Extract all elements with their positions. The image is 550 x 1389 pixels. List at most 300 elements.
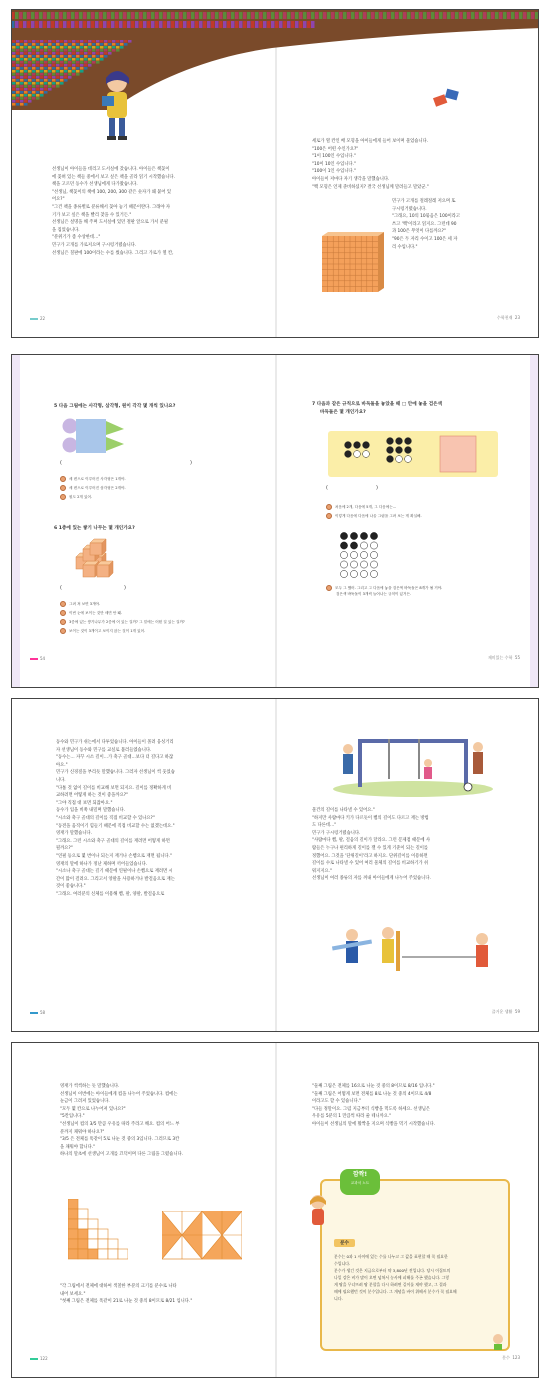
book-spine: [403, 12, 407, 19]
book-spine: [535, 12, 539, 19]
book-spine: [28, 70, 32, 73]
book-spine: [20, 97, 24, 100]
book-spine: [75, 21, 79, 28]
folio-left: 58: [30, 1010, 45, 1015]
book-spine: [80, 40, 84, 43]
book-spine: [64, 73, 68, 76]
book-spine: [431, 12, 435, 19]
text-line: 동수와 민구가 쉬는에서 다투었습니다. 아이들이 몰려 웅성거리: [56, 740, 174, 745]
stone: [370, 570, 377, 577]
stone: [345, 442, 352, 449]
book-spine: [271, 12, 275, 19]
book-spine: [279, 21, 283, 28]
book-spine: [80, 52, 84, 55]
book-spine: [12, 85, 16, 88]
book-spine: [243, 12, 247, 19]
book-spine: [60, 76, 64, 79]
text-line: 영재가 말했습니다.: [56, 831, 92, 837]
book-spine: [72, 40, 76, 43]
hint-row: [60, 609, 185, 618]
fraction-cell: [118, 1249, 128, 1259]
book-spine: [28, 91, 32, 94]
flying-books-icon: [432, 88, 462, 110]
book-spine: [471, 12, 475, 19]
child-face-icon: [326, 585, 332, 591]
book-spine: [76, 46, 80, 49]
book-spine: [43, 12, 47, 19]
text-line: "다들 정말이요. 그럼 지금부터 식빵을 먹도록 하세요. 선생님은: [312, 1106, 431, 1112]
book-spine: [355, 12, 359, 19]
text-line: 분까지 채워야 하나요?": [60, 1129, 105, 1135]
book-spine: [267, 12, 271, 19]
book-spine: [211, 12, 215, 19]
book-spine: [32, 73, 36, 76]
text-line: "10이 10인 수입니다.": [312, 161, 356, 167]
text-line: 동수가 입을 비쭉 내밀며 말했습니다.: [56, 808, 126, 814]
book-spine: [16, 49, 20, 52]
text-line: 이라고도 할 수 있습니다.": [312, 1099, 361, 1105]
book-spine: [211, 21, 215, 28]
book-spine: [319, 12, 323, 19]
book-spine: [80, 61, 84, 64]
book-spine: [48, 67, 52, 70]
book-spine: [203, 21, 207, 28]
book-spine: [52, 79, 56, 82]
book-spine: [92, 52, 96, 55]
spread-4: [11, 1042, 539, 1378]
stone: [350, 561, 357, 568]
book-spine: [16, 67, 20, 70]
fraction-cell: [78, 1239, 88, 1249]
book-spine: [275, 12, 279, 19]
book-spine: [100, 55, 104, 58]
book-spine: [16, 52, 20, 55]
book-spine: [96, 46, 100, 49]
text-line: "모두 몇 칸으로 나누어져 있나요?": [60, 1106, 126, 1112]
book-spine: [44, 49, 48, 52]
stone: [405, 438, 412, 445]
text-line: 내어 보세요.": [60, 1291, 86, 1297]
book-spine: [120, 43, 124, 46]
book-spine: [52, 43, 56, 46]
book-spine: [92, 46, 96, 49]
book-spine: [279, 12, 283, 19]
child-face-icon: [326, 504, 332, 510]
book-spine: [51, 21, 55, 28]
folio-right: 분수 123: [502, 1355, 520, 1360]
book-spine: [28, 82, 32, 85]
book-spine: [24, 67, 28, 70]
stone: [340, 561, 347, 568]
book-spine: [60, 82, 64, 85]
book-spine: [28, 64, 32, 67]
book-spine: [515, 12, 519, 19]
stone: [363, 442, 370, 449]
book-spine: [99, 21, 103, 28]
badge-subtitle: 교과서 노트: [350, 1181, 370, 1185]
text-line: 영재의 말에 하나가 정난 제하며 끼어들었습니다.: [56, 861, 148, 867]
book-spine: [80, 58, 84, 61]
book-spine: [56, 70, 60, 73]
book-spine: [52, 67, 56, 70]
body-text-right: [312, 1083, 435, 1129]
book-spine: [112, 40, 116, 43]
spread-3: [11, 698, 539, 1032]
book-spine: [75, 12, 79, 19]
stone: [370, 542, 377, 549]
book-spine: [391, 12, 395, 19]
book-spine: [92, 49, 96, 52]
book-spine: [56, 85, 60, 88]
stone: [396, 456, 403, 463]
book-spine: [207, 21, 211, 28]
book-spine: [72, 46, 76, 49]
book-spine: [47, 21, 51, 28]
book-spine: [12, 67, 16, 70]
book-spine: [28, 76, 32, 79]
book-spine: [88, 61, 92, 64]
book-spine: [40, 61, 44, 64]
book-spine: [83, 21, 87, 28]
book-spine: [12, 79, 16, 82]
book-spine: [84, 55, 88, 58]
folio-right: 즐거운 생활 59: [491, 1009, 520, 1014]
book-spine: [16, 46, 20, 49]
stone: [370, 561, 377, 568]
book-spine: [64, 70, 68, 73]
page-gutter: [275, 1043, 277, 1377]
book-spine: [12, 61, 16, 64]
book-spine: [87, 21, 91, 28]
book-spine: [52, 85, 56, 88]
book-spine: [40, 91, 44, 94]
book-spine: [112, 49, 116, 52]
text-line: "첫째 그림은 전체를 똑같이 21로 나눈 것 중의 8이므로 8/21 입니다.": [60, 1299, 193, 1305]
text-line: "각 그림에서 전체에 대하여 색칠한 부분의 크기를 분수로 나타: [60, 1284, 177, 1289]
child-face-icon: [60, 494, 66, 500]
book-spine: [24, 73, 28, 76]
hint-text: 3층에 있는 쌓기나무가 2층에 어 있는 걸까? 그 밑에는 어떤 걸 있는 걸까?: [69, 620, 185, 624]
hint-text: 이번 눈에 보이는 것만 세면 안 돼.: [69, 611, 123, 615]
book-spine: [124, 43, 128, 46]
q7-note: 모두 그 했어. 그리고 그 다음에 놓을 검은색 바둑돌은 8개가 될 거야. 검은색 바둑돌이 3개씩 늘어나는 규칙이 있거든.: [326, 585, 442, 597]
hint-text: 보이는 것이 3개이고 보이지 않는 것이 1개 있어.: [69, 629, 146, 633]
book-spine: [44, 91, 48, 94]
book-spine: [48, 70, 52, 73]
fraction-cell: [68, 1249, 78, 1259]
book-spine: [259, 12, 263, 19]
text-line: 정했어요. 그것을 '단위길이'라고 하지요. 단위길이를 이용하면: [312, 853, 428, 859]
hint-text: 그려 져 보면 3개야.: [69, 602, 101, 606]
book-spine: [48, 61, 52, 64]
note-heading: 분수: [334, 1239, 355, 1247]
folio-right: 재미있는 수학 55: [487, 655, 520, 660]
book-spine: [243, 21, 247, 28]
book-spine: [96, 49, 100, 52]
book-spine: [12, 82, 16, 85]
text-line: "선생님이 컵의 3/5 만큼 우유를 따라 주라고 해요. 컵의 어느 부: [60, 1121, 180, 1127]
book-spine: [179, 12, 183, 19]
book-spine: [519, 12, 523, 19]
book-spine: [99, 12, 103, 19]
text-line: 선생님이 이번에는 아이들에게 컵을 나누어 주었습니다. 컵에는: [60, 1091, 178, 1097]
book-spine: [32, 94, 36, 97]
spread-1: [11, 9, 539, 338]
playground-illustration: [328, 729, 498, 799]
book-spine: [447, 12, 451, 19]
book-spine: [104, 49, 108, 52]
book-spine: [80, 70, 84, 73]
book-spine: [100, 40, 104, 43]
book-spine: [36, 76, 40, 79]
book-spine: [375, 12, 379, 19]
book-spine: [68, 67, 72, 70]
book-spine: [215, 21, 219, 28]
stone: [345, 451, 352, 458]
text-line: "시소와 축구 골대의 길이를 직접 비교할 수 있나요?": [56, 815, 155, 821]
book-spine: [227, 21, 231, 28]
side-band-left: [12, 355, 20, 687]
hint-row: [326, 512, 422, 521]
stone: [360, 542, 367, 549]
text-line: "시소나 축구 골대는 길기 때문에 연필이나 손뼘으로 재려면 시: [56, 869, 173, 875]
book-spine: [84, 64, 88, 67]
text-line: "둘째 그림은 전체를 16으로 나눈 것 중의 8이므로 8/16 입니다.": [312, 1084, 435, 1089]
book-spine: [15, 21, 19, 28]
book-spine: [36, 61, 40, 64]
text-line: "하지만 사람마다 키가 다르듯이 뼘의 길이도 다르고 재는 방법: [312, 815, 429, 821]
book-spine: [76, 64, 80, 67]
book-spine: [24, 97, 28, 100]
book-spine: [107, 12, 111, 19]
book-spine: [92, 58, 96, 61]
book-spine: [108, 49, 112, 52]
book-spine: [36, 70, 40, 73]
book-spine: [80, 67, 84, 70]
book-spine: [303, 12, 307, 19]
folio-left: 54: [30, 656, 45, 661]
book-spine: [459, 12, 463, 19]
book-spine: [68, 43, 72, 46]
child-face-icon: [326, 513, 332, 519]
book-spine: [12, 55, 16, 58]
book-spine: [507, 12, 511, 19]
book-spine: [36, 82, 40, 85]
book-spine: [123, 21, 127, 28]
book-spine: [32, 52, 36, 55]
book-spine: [64, 52, 68, 55]
text-line: 아이들이 저마다 자기 생각을 말했습니다.: [312, 176, 390, 182]
book-spine: [88, 58, 92, 61]
book-spine: [239, 12, 243, 19]
book-spine: [28, 67, 32, 70]
fraction-cell: [68, 1199, 78, 1209]
book-spine: [175, 21, 179, 28]
book-spine: [27, 12, 31, 19]
book-spine: [36, 64, 40, 67]
book-spine: [259, 21, 263, 28]
text-line: "동수는… 자꾸 시소 길이…가 축구 골대…보다 더 길다고 하잖: [56, 755, 174, 761]
fraction-cell: [88, 1229, 98, 1239]
book-spine: [44, 88, 48, 91]
book-spine: [359, 12, 363, 19]
book-spine: [315, 12, 319, 19]
hint-row: [60, 600, 185, 609]
book-spine: [32, 49, 36, 52]
stone: [354, 442, 361, 449]
book-spine: [96, 40, 100, 43]
book-spine: [159, 21, 163, 28]
book-spine: [32, 43, 36, 46]
book-spine: [52, 55, 56, 58]
book-spine: [44, 79, 48, 82]
book-spine: [16, 100, 20, 103]
fraction-cell: [78, 1249, 88, 1259]
book-spine: [171, 21, 175, 28]
q6-hints: [60, 600, 185, 636]
book-spine: [311, 21, 315, 28]
book-spine: [96, 52, 100, 55]
book-spine: [399, 12, 403, 19]
book-spine: [84, 40, 88, 43]
body-text-left: [56, 739, 175, 898]
book-spine: [96, 55, 100, 58]
book-spine: [48, 79, 52, 82]
book-spine: [271, 21, 275, 28]
book-spine: [16, 58, 20, 61]
book-spine: [47, 12, 51, 19]
text-line: 리 수입니다.": [392, 244, 418, 250]
book-spine: [44, 67, 48, 70]
book-spine: [407, 12, 411, 19]
book-spine: [499, 12, 503, 19]
hint-row: [60, 627, 185, 636]
book-spine: [16, 70, 20, 73]
book-spine: [287, 12, 291, 19]
book-spine: [147, 21, 151, 28]
child-face-icon: [60, 485, 66, 491]
book-spine: [60, 73, 64, 76]
book-spine: [12, 40, 16, 43]
book-spine: [64, 79, 68, 82]
fraction-cell: [88, 1219, 98, 1229]
book-spine: [104, 43, 108, 46]
stone: [370, 551, 377, 558]
book-spine: [20, 43, 24, 46]
book-spine: [52, 40, 56, 43]
book-spine: [12, 76, 16, 79]
book-spine: [36, 67, 40, 70]
text-line: 민구가 구시렁거렸습니다.: [312, 830, 361, 836]
book-spine: [60, 49, 64, 52]
book-spine: [108, 46, 112, 49]
book-spine: [28, 55, 32, 58]
book-spine: [52, 70, 56, 73]
book-spine: [12, 12, 15, 19]
book-spine: [20, 82, 24, 85]
book-spine: [91, 12, 95, 19]
book-spine: [68, 76, 72, 79]
book-spine: [231, 21, 235, 28]
book-spine: [44, 70, 48, 73]
book-spine: [35, 12, 39, 19]
child-face-icon: [60, 610, 66, 616]
text-line: 선생님이 여러 종류의 자를 꺼내 아이들에게 나누어 주었습니다.: [312, 876, 431, 882]
book-spine: [112, 43, 116, 46]
folio-left: 22: [30, 316, 45, 321]
book-spine: [64, 64, 68, 67]
folio-left: 122: [30, 1356, 48, 1361]
book-spine: [60, 79, 64, 82]
book-spine: [72, 55, 76, 58]
book-spine: [283, 12, 287, 19]
book-spine: [56, 58, 60, 61]
book-spine: [219, 12, 223, 19]
book-spine: [523, 12, 527, 19]
book-spine: [31, 21, 35, 28]
child-face-icon: [60, 619, 66, 625]
book-spine: [87, 12, 91, 19]
book-spine: [56, 49, 60, 52]
book-spine: [104, 55, 108, 58]
book-spine: [59, 12, 63, 19]
book-spine: [435, 12, 439, 19]
book-spine: [56, 64, 60, 67]
book-spine: [263, 21, 267, 28]
stone: [340, 570, 347, 577]
book-spine: [20, 76, 24, 79]
q6-cube-stack-figure: [62, 537, 122, 581]
text-line: 을 집었습니다.: [52, 227, 80, 233]
book-spine: [24, 61, 28, 64]
text-line: 교하려면 어떻게 하는 것이 좋을까요?": [56, 793, 128, 799]
book-spine: [36, 58, 40, 61]
text-line: 선생님은 설명을 해 주며 도서실에 있던 철판 앞으로 가서 분필: [52, 220, 169, 226]
book-spine: [80, 43, 84, 46]
book-spine: [108, 52, 112, 55]
book-spine: [223, 12, 227, 19]
text-line: 선생님이 아이들을 데리고 도서실에 갔습니다. 아이들은 책꽂이: [52, 167, 170, 172]
book-spine: [371, 12, 375, 19]
text-line: 것이 좋습니다.": [56, 884, 86, 890]
book-spine: [119, 21, 123, 28]
text-line: 될까요?": [56, 846, 73, 852]
stone: [387, 438, 394, 445]
book-spine: [383, 12, 387, 19]
book-spine: [80, 64, 84, 67]
book-spine: [311, 12, 315, 19]
book-spine: [40, 73, 44, 76]
book-spine: [76, 52, 80, 55]
book-spine: [527, 12, 531, 19]
book-spine: [16, 94, 20, 97]
text-line: "연필 등으로 몇 번이나 되는지 재거나 손뼘으로 재면 됩니다.": [56, 853, 172, 859]
book-spine: [44, 46, 48, 49]
book-spine: [20, 73, 24, 76]
stone: [363, 451, 370, 458]
book-spine: [56, 40, 60, 43]
book-spine: [215, 12, 219, 19]
book-spine: [20, 79, 24, 82]
book-spine: [84, 61, 88, 64]
book-spine: [16, 88, 20, 91]
book-spine: [423, 12, 427, 19]
book-spine: [48, 58, 52, 61]
book-spine: [16, 85, 20, 88]
book-spine: [255, 12, 259, 19]
book-spine: [32, 76, 36, 79]
book-spine: [151, 21, 155, 28]
